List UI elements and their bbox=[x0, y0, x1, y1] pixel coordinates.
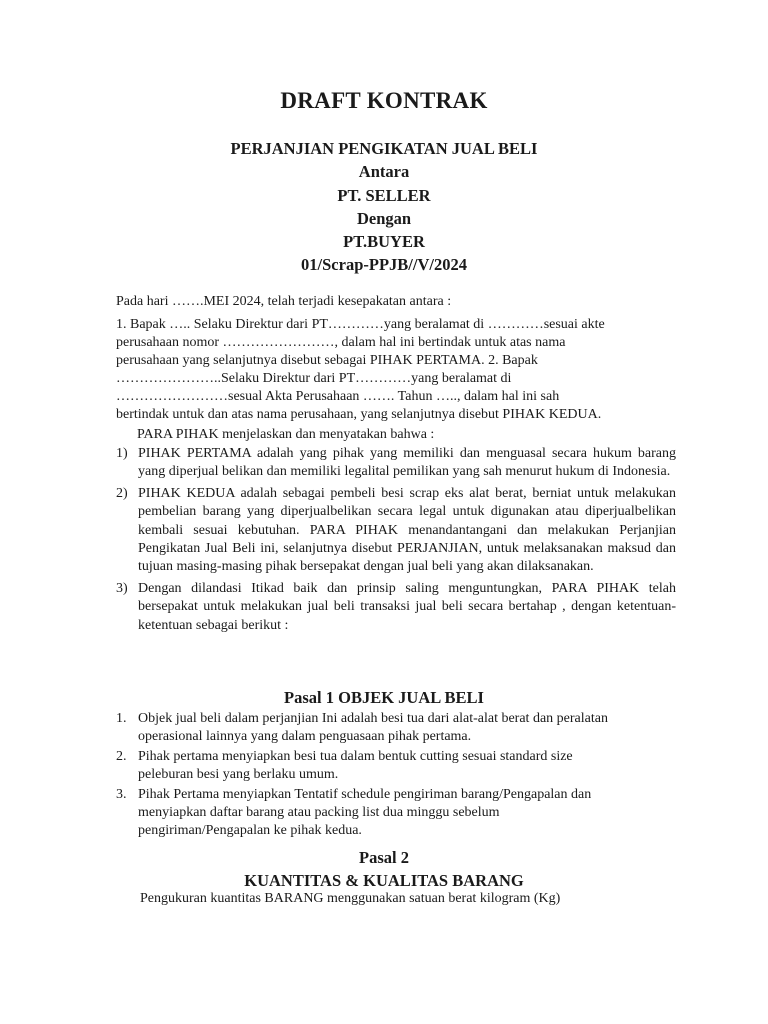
party-line: perusahaan nomor ……………………, dalam hal ini bertindak untuk atas nama bbox=[116, 335, 566, 350]
party-line: ……………………sesual Akta Perusahaan ……. Tahun ….., dalam hal ini sah bbox=[116, 389, 560, 404]
party-line: perusahaan yang selanjutnya disebut sebagai PIHAK PERTAMA. 2. Bapak bbox=[116, 353, 538, 368]
recital-number: 3) bbox=[116, 580, 128, 596]
header-with: Dengan bbox=[356, 208, 412, 228]
parties-paragraph bbox=[116, 316, 676, 424]
item-number: 2. bbox=[116, 748, 127, 764]
item-number: 1. bbox=[116, 711, 127, 726]
party-line: 1. Bapak ….. Selaku Direktur dari PT…………yang beralamat di …………sesuai akte bbox=[116, 317, 605, 332]
list-item bbox=[116, 748, 676, 785]
item-line: operasional lainnya yang dalam penguasaan pihak pertama. bbox=[138, 729, 472, 745]
pasal-2-heading: KUANTITAS & KUALITAS BARANG bbox=[244, 871, 524, 890]
header-between: Antara bbox=[358, 162, 410, 182]
item-line: peleburan besi yang berlaku umum. bbox=[138, 767, 339, 783]
item-line: menyiapkan daftar barang atau packing list dua minggu sebelum bbox=[138, 805, 500, 821]
list-item bbox=[116, 710, 676, 747]
pasal-1-heading: Pasal 1 OBJEK JUAL BELI bbox=[284, 688, 484, 707]
party-line: …………………..Selaku Direktur dari PT…………yang beralamat di bbox=[116, 371, 512, 386]
header-agreement-name: PERJANJIAN PENGIKATAN JUAL BELI bbox=[230, 139, 538, 158]
item-line: Objek jual beli dalam perjanjian Ini adalah besi tua dari alat-alat berat dan peralatan bbox=[138, 711, 608, 726]
pasal-2-text: Pengukuran kuantitas BARANG menggunakan satuan berat kilogram (Kg) bbox=[140, 891, 561, 906]
header-seller: PT. SELLER bbox=[337, 185, 431, 205]
pasal-2-number: Pasal 2 bbox=[359, 848, 409, 867]
recital-number: 2) bbox=[116, 485, 128, 501]
party-line: bertindak untuk dan atas nama perusahaan, yang selanjutnya disebut PIHAK KEDUA. bbox=[116, 407, 602, 422]
recital-number: 1) bbox=[116, 446, 128, 461]
opening-statement: Pada hari …….MEI 2024, telah terjadi kesepakatan antara : bbox=[116, 294, 452, 309]
recital-text: PIHAK KEDUA adalah sebagai pembeli besi scrap eks alat berat, berniat untuk melakukan pembelian barang yang diperjualbelikan secara legal untuk digunakan atau diperjualbelikan kembali sesuai kebutuhan. PARA PIHAK menandantangani dan melakukan Perjanjian Pengikatan Jual Beli ini, selanjutnya disebut PERJANJIAN, untuk melaksanakan maksud dan tujuan masing-masing pihak bersepakat dengan jual beli yang akan dilaksanakan. bbox=[138, 485, 676, 575]
recital-item bbox=[116, 485, 676, 577]
recitals-list bbox=[116, 445, 676, 638]
contract-header bbox=[0, 137, 768, 277]
header-reference-number: 01/Scrap-PPJB//V/2024 bbox=[301, 255, 467, 275]
list-item bbox=[116, 786, 676, 841]
header-buyer: PT.BUYER bbox=[343, 232, 425, 252]
item-line: Pihak pertama menyiapkan besi tua dalam bentuk cutting sesuai standard size bbox=[138, 748, 573, 764]
recital-item bbox=[116, 580, 676, 635]
document-title: DRAFT KONTRAK bbox=[280, 88, 488, 113]
recitals-intro: PARA PIHAK menjelaskan dan menyatakan bahwa : bbox=[137, 427, 435, 442]
item-line: pengiriman/Pengapalan ke pihak kedua. bbox=[138, 823, 362, 839]
recital-text: Dengan dilandasi Itikad baik dan prinsip saling menguntungkan, PARA PIHAK telah bersepakat untuk melakukan jual beli transaksi jual beli secara bertahap , dengan ketentuan-ketentuan sebagai berikut : bbox=[138, 580, 676, 633]
item-line: Pihak Pertama menyiapkan Tentatif schedule pengiriman barang/Pengapalan dan bbox=[138, 786, 592, 802]
recital-item bbox=[116, 445, 676, 482]
pasal-1-list bbox=[116, 710, 676, 842]
recital-text: PIHAK PERTAMA adalah yang pihak yang memiliki dan menguasal secara hukum barang yang diperjual belikan dan memiliki legalital pemilikan yang sah menurut hukum di Indonesia. bbox=[138, 446, 676, 480]
item-number: 3. bbox=[116, 786, 127, 802]
